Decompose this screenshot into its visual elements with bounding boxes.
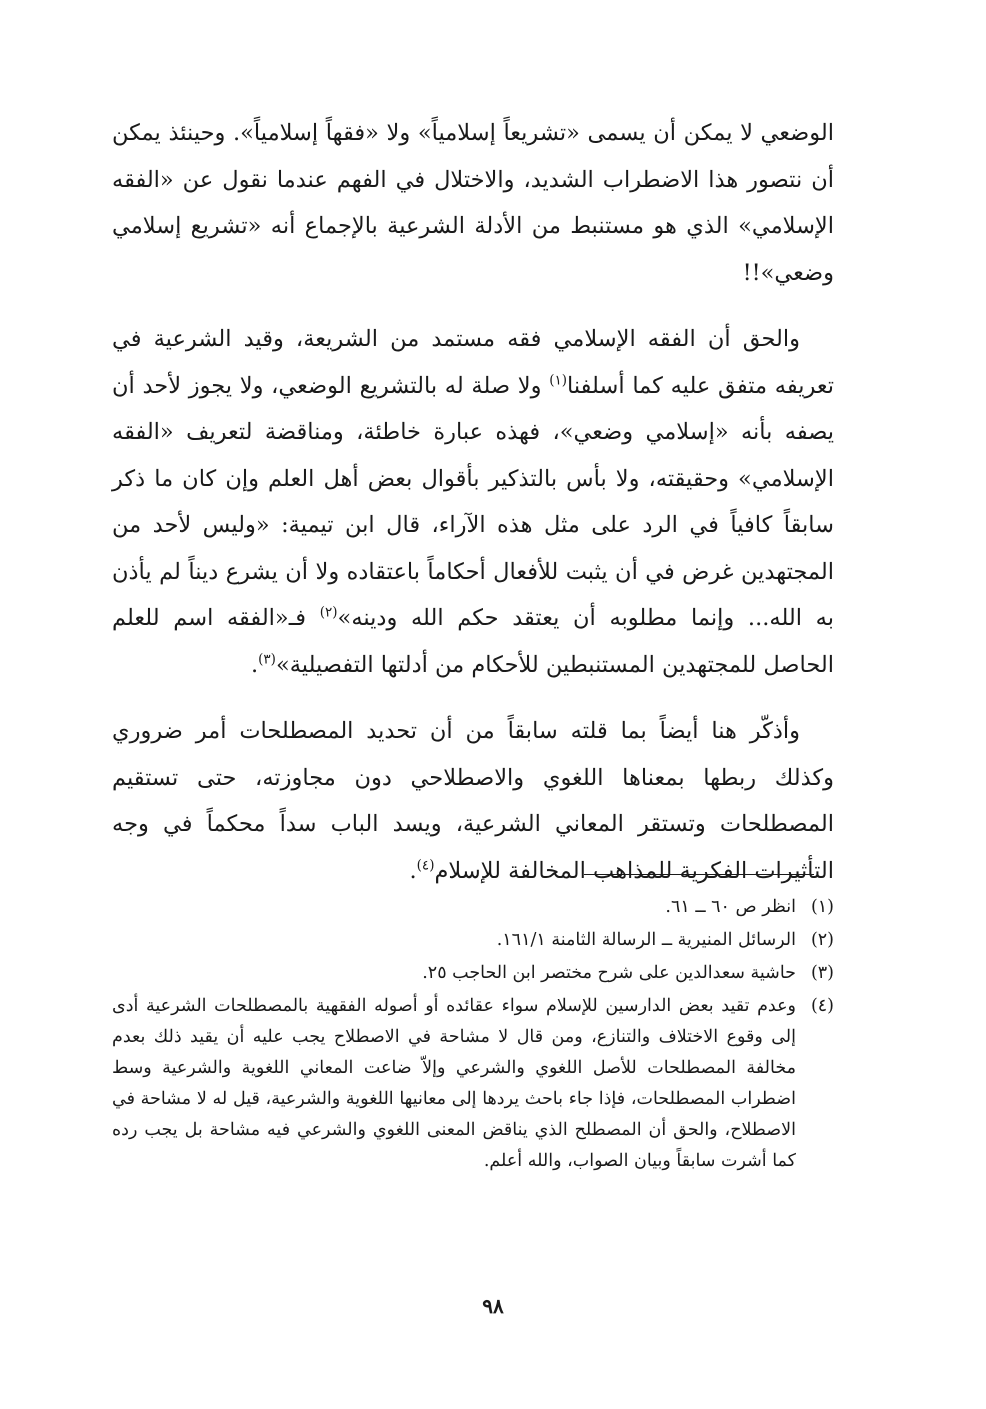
footnote-text: انظر ص ٦٠ ــ ٦١. [665, 897, 796, 917]
footnote-number: (٢) [810, 930, 834, 950]
footnote-divider [584, 874, 814, 875]
page-number: ٩٨ [482, 1294, 504, 1318]
paragraph-2-text-b: ولا صلة له بالتشريع الوضعي، ولا يجوز لأحد أن يصفه بأنه «إسلامي وضعي»، فهذه عبارة خاطئة، ومناقضة لتعريف «الفقه الإسلامي» وحقيقته، ولا بأس بالتذكير بأقوال بعض أهل العلم وإن كان ما ذكر سابقاً كافياً في الرد على مثل هذه الآراء، قال ابن تيمية: «وليس لأحد من المجتهدين غرض في أن يثبت للأفعال أحكاماً باعتقاده ولا أن يشرع ديناً لم يأذن به الله... وإنما مطلوبه أن يعتقد حكم الله ودينه» [112, 372, 834, 631]
paragraph-2-text-c: فـ«الفقه اسم للعلم الحاصل للمجتهدين المستنبطين للأحكام من أدلتها التفصيلية» [112, 605, 834, 678]
paragraph-3-text: وأذكّر هنا أيضاً بما قلته سابقاً من أن تحديد المصطلحات أمر ضروري وكذلك ربطها بمعناها اللغوي والاصطلاحي دون مجاوزته، حتى تستقيم المصطلحات وتستقر المعاني الشرعية، ويسد الباب سداً محكماً في وجه التأثيرات الفكرية للمذاهب المخالفة للإسلام [112, 718, 834, 884]
footnote-1 [112, 892, 834, 923]
footnote-number: (٤) [810, 996, 834, 1016]
paragraph-1-text: الوضعي لا يمكن أن يسمى «تشريعاً إسلامياً» ولا «فقهاً إسلامياً». وحينئذ يمكن أن نتصور هذا الاضطراب الشديد، والاختلال في الفهم عندما نقول عن «الفقه الإسلامي» الذي هو مستنبط من الأدلة الشرعية بالإجماع أنه «تشريع إسلامي وضعي»!! [112, 120, 834, 286]
footnote-text: الرسائل المنيرية ــ الرسالة الثامنة ١٦١/١. [496, 930, 796, 950]
main-text [112, 110, 834, 894]
footnote-2 [112, 925, 834, 956]
paragraph-1 [112, 110, 834, 296]
footnote-text: حاشية سعدالدين على شرح مختصر ابن الحاجب ٢٥. [422, 963, 796, 983]
footnote-ref-4[interactable]: (٤) [416, 857, 435, 873]
footnote-ref-3[interactable]: (٣) [258, 651, 276, 667]
paragraph-3 [112, 708, 834, 894]
footnote-number: (١) [810, 897, 834, 917]
footnote-3 [112, 958, 834, 989]
footnotes [112, 892, 834, 1179]
paragraph-2-end: . [250, 651, 259, 678]
paragraph-2 [112, 316, 834, 688]
footnote-4 [112, 991, 834, 1177]
footnote-number: (٣) [810, 963, 834, 983]
footnote-ref-2[interactable]: (٢) [319, 604, 338, 621]
footnote-text: وعدم تقيد بعض الدارسين للإسلام سواء عقائده أو أصوله الفقهية بالمصطلحات الشرعية أدى إلى وقوع الاختلاف والتنازع، ومن قال لا مشاحة في الاصطلاح يجب عليه أن يقيد ذلك بعدم مخالفة المصطلحات للأصل اللغوي والشرعي وإلاّ ضاعت المعاني اللغوية والشرعية وسط اضطراب المصطلحات، فإذا جاء باحث يردها إلى معانيها اللغوية والشرعية، قيل له لا مشاحة في الاصطلاح، والحق أن المصطلح الذي يناقض المعنى اللغوي والشرعي فيه مشاحة بل يجب رده كما أشرت سابقاً وبيان الصواب، والله أعلم. [112, 996, 796, 1171]
paragraph-3-end: . [409, 857, 417, 884]
footnote-ref-1[interactable]: (١) [549, 372, 568, 388]
paragraph-2-text-a: والحق أن الفقه الإسلامي فقه مستمد من الشريعة، وقيد الشرعية في تعريفه متفق عليه كما أسلفنا [112, 326, 834, 399]
